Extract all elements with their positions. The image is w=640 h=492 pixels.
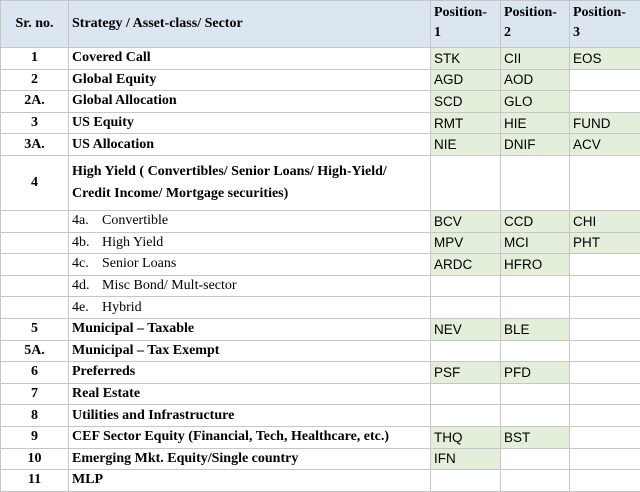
table-row [1, 232, 640, 254]
position-1-cell: RMT [431, 112, 501, 134]
sr-no-cell: 1 [1, 48, 69, 70]
sub-label: High Yield [102, 235, 163, 250]
header-position-2 [501, 1, 570, 48]
sub-label: Misc Bond/ Mult-sector [102, 278, 237, 293]
position-1-cell: BCV [431, 210, 501, 232]
table-row [1, 318, 640, 340]
header-sr-no: Sr. no. [1, 1, 69, 48]
sr-no-cell [1, 232, 69, 254]
header-position-1-line2: 1 [434, 25, 441, 40]
position-3-cell [570, 297, 640, 319]
position-2-cell: GLO [501, 91, 570, 113]
header-position-3 [570, 1, 640, 48]
position-3-cell [570, 275, 640, 297]
sr-no-cell: 6 [1, 362, 69, 384]
position-2-cell [501, 155, 570, 210]
table-row [1, 48, 640, 70]
table-row [1, 297, 640, 319]
position-2-cell: AOD [501, 69, 570, 91]
header-position-3-line2: 3 [573, 25, 580, 40]
position-3-cell: CHI [570, 210, 640, 232]
position-1-cell: STK [431, 48, 501, 70]
strategy-cell [69, 232, 431, 254]
sub-code: 4c. [72, 256, 102, 272]
position-1-cell: IFN [431, 448, 501, 470]
position-2-cell: PFD [501, 362, 570, 384]
position-1-cell [431, 470, 501, 492]
header-strategy: Strategy / Asset-class/ Sector [69, 1, 431, 48]
sr-no-cell: 2A. [1, 91, 69, 113]
position-3-cell [570, 69, 640, 91]
position-1-cell [431, 405, 501, 427]
sr-no-cell: 4 [1, 155, 69, 210]
strategy-cell: Real Estate [69, 383, 431, 405]
strategy-cell: Emerging Mkt. Equity/Single country [69, 448, 431, 470]
position-2-cell: HIE [501, 112, 570, 134]
sub-label: Senior Loans [102, 256, 176, 271]
position-3-cell [570, 448, 640, 470]
position-2-cell [501, 383, 570, 405]
sr-no-cell: 3 [1, 112, 69, 134]
strategy-cell [69, 275, 431, 297]
position-1-cell: ARDC [431, 254, 501, 276]
strategy-cell: CEF Sector Equity (Financial, Tech, Healthcare, etc.) [69, 426, 431, 448]
position-3-cell [570, 362, 640, 384]
table-row [1, 69, 640, 91]
position-3-cell [570, 426, 640, 448]
strategy-cell [69, 210, 431, 232]
position-1-cell [431, 155, 501, 210]
sub-label: Convertible [102, 213, 168, 228]
position-1-cell [431, 383, 501, 405]
strategy-cell: Utilities and Infrastructure [69, 405, 431, 427]
table-row [1, 155, 640, 210]
sr-no-cell: 3A. [1, 134, 69, 156]
position-3-cell: FUND [570, 112, 640, 134]
position-3-cell [570, 91, 640, 113]
sr-no-cell [1, 297, 69, 319]
table-row [1, 362, 640, 384]
position-2-cell [501, 275, 570, 297]
sr-no-cell: 5A. [1, 340, 69, 362]
table-row [1, 383, 640, 405]
strategy-cell: MLP [69, 470, 431, 492]
table-row [1, 134, 640, 156]
position-1-cell: THQ [431, 426, 501, 448]
position-2-cell: DNIF [501, 134, 570, 156]
sr-no-cell: 5 [1, 318, 69, 340]
sub-label: Hybrid [102, 300, 142, 315]
sr-no-cell: 9 [1, 426, 69, 448]
strategy-cell [69, 297, 431, 319]
position-1-cell: AGD [431, 69, 501, 91]
strategy-cell: Municipal – Taxable [69, 318, 431, 340]
strategy-cell: Covered Call [69, 48, 431, 70]
sub-code: 4d. [72, 278, 102, 294]
sr-no-cell [1, 275, 69, 297]
header-position-1 [431, 1, 501, 48]
position-3-cell: PHT [570, 232, 640, 254]
table-row [1, 254, 640, 276]
position-3-cell [570, 340, 640, 362]
strategy-line-2: Credit Income/ Mortgage securities) [72, 186, 288, 201]
position-2-cell [501, 470, 570, 492]
position-2-cell: BLE [501, 318, 570, 340]
sub-code: 4e. [72, 300, 102, 316]
position-1-cell: MPV [431, 232, 501, 254]
table-row [1, 448, 640, 470]
position-2-cell: HFRO [501, 254, 570, 276]
table-row [1, 426, 640, 448]
position-3-cell [570, 155, 640, 210]
position-1-cell: PSF [431, 362, 501, 384]
strategy-cell: Global Allocation [69, 91, 431, 113]
header-row [1, 1, 640, 48]
position-2-cell: MCI [501, 232, 570, 254]
position-1-cell: NIE [431, 134, 501, 156]
table-row [1, 340, 640, 362]
sr-no-cell [1, 210, 69, 232]
table-row [1, 470, 640, 492]
position-1-cell: SCD [431, 91, 501, 113]
sr-no-cell: 7 [1, 383, 69, 405]
sr-no-cell: 8 [1, 405, 69, 427]
position-3-cell [570, 383, 640, 405]
strategy-cell [69, 155, 431, 210]
strategy-line-1: High Yield ( Convertibles/ Senior Loans/ High-Yield/ [72, 164, 387, 179]
strategy-cell [69, 254, 431, 276]
position-3-cell: ACV [570, 134, 640, 156]
position-1-cell [431, 340, 501, 362]
position-2-cell: BST [501, 426, 570, 448]
table-row [1, 405, 640, 427]
position-2-cell: CII [501, 48, 570, 70]
header-position-1-line1: Position- [434, 5, 487, 20]
header-position-2-line2: 2 [504, 25, 511, 40]
sr-no-cell [1, 254, 69, 276]
strategy-cell: US Allocation [69, 134, 431, 156]
header-position-2-line1: Position- [504, 5, 557, 20]
position-3-cell [570, 405, 640, 427]
position-1-cell: NEV [431, 318, 501, 340]
position-2-cell [501, 297, 570, 319]
table-row [1, 275, 640, 297]
sub-code: 4b. [72, 235, 102, 251]
strategy-cell: Global Equity [69, 69, 431, 91]
table-row [1, 112, 640, 134]
header-position-3-line1: Position- [573, 5, 626, 20]
position-2-cell [501, 405, 570, 427]
position-3-cell [570, 470, 640, 492]
strategy-cell: US Equity [69, 112, 431, 134]
table-row [1, 91, 640, 113]
position-2-cell: CCD [501, 210, 570, 232]
sr-no-cell: 10 [1, 448, 69, 470]
sr-no-cell: 11 [1, 470, 69, 492]
strategy-cell: Municipal – Tax Exempt [69, 340, 431, 362]
position-3-cell [570, 254, 640, 276]
position-1-cell [431, 275, 501, 297]
position-3-cell: EOS [570, 48, 640, 70]
position-2-cell [501, 448, 570, 470]
strategy-cell: Preferreds [69, 362, 431, 384]
sub-code: 4a. [72, 213, 102, 229]
position-3-cell [570, 318, 640, 340]
position-1-cell [431, 297, 501, 319]
sr-no-cell: 2 [1, 69, 69, 91]
table-row [1, 210, 640, 232]
position-2-cell [501, 340, 570, 362]
